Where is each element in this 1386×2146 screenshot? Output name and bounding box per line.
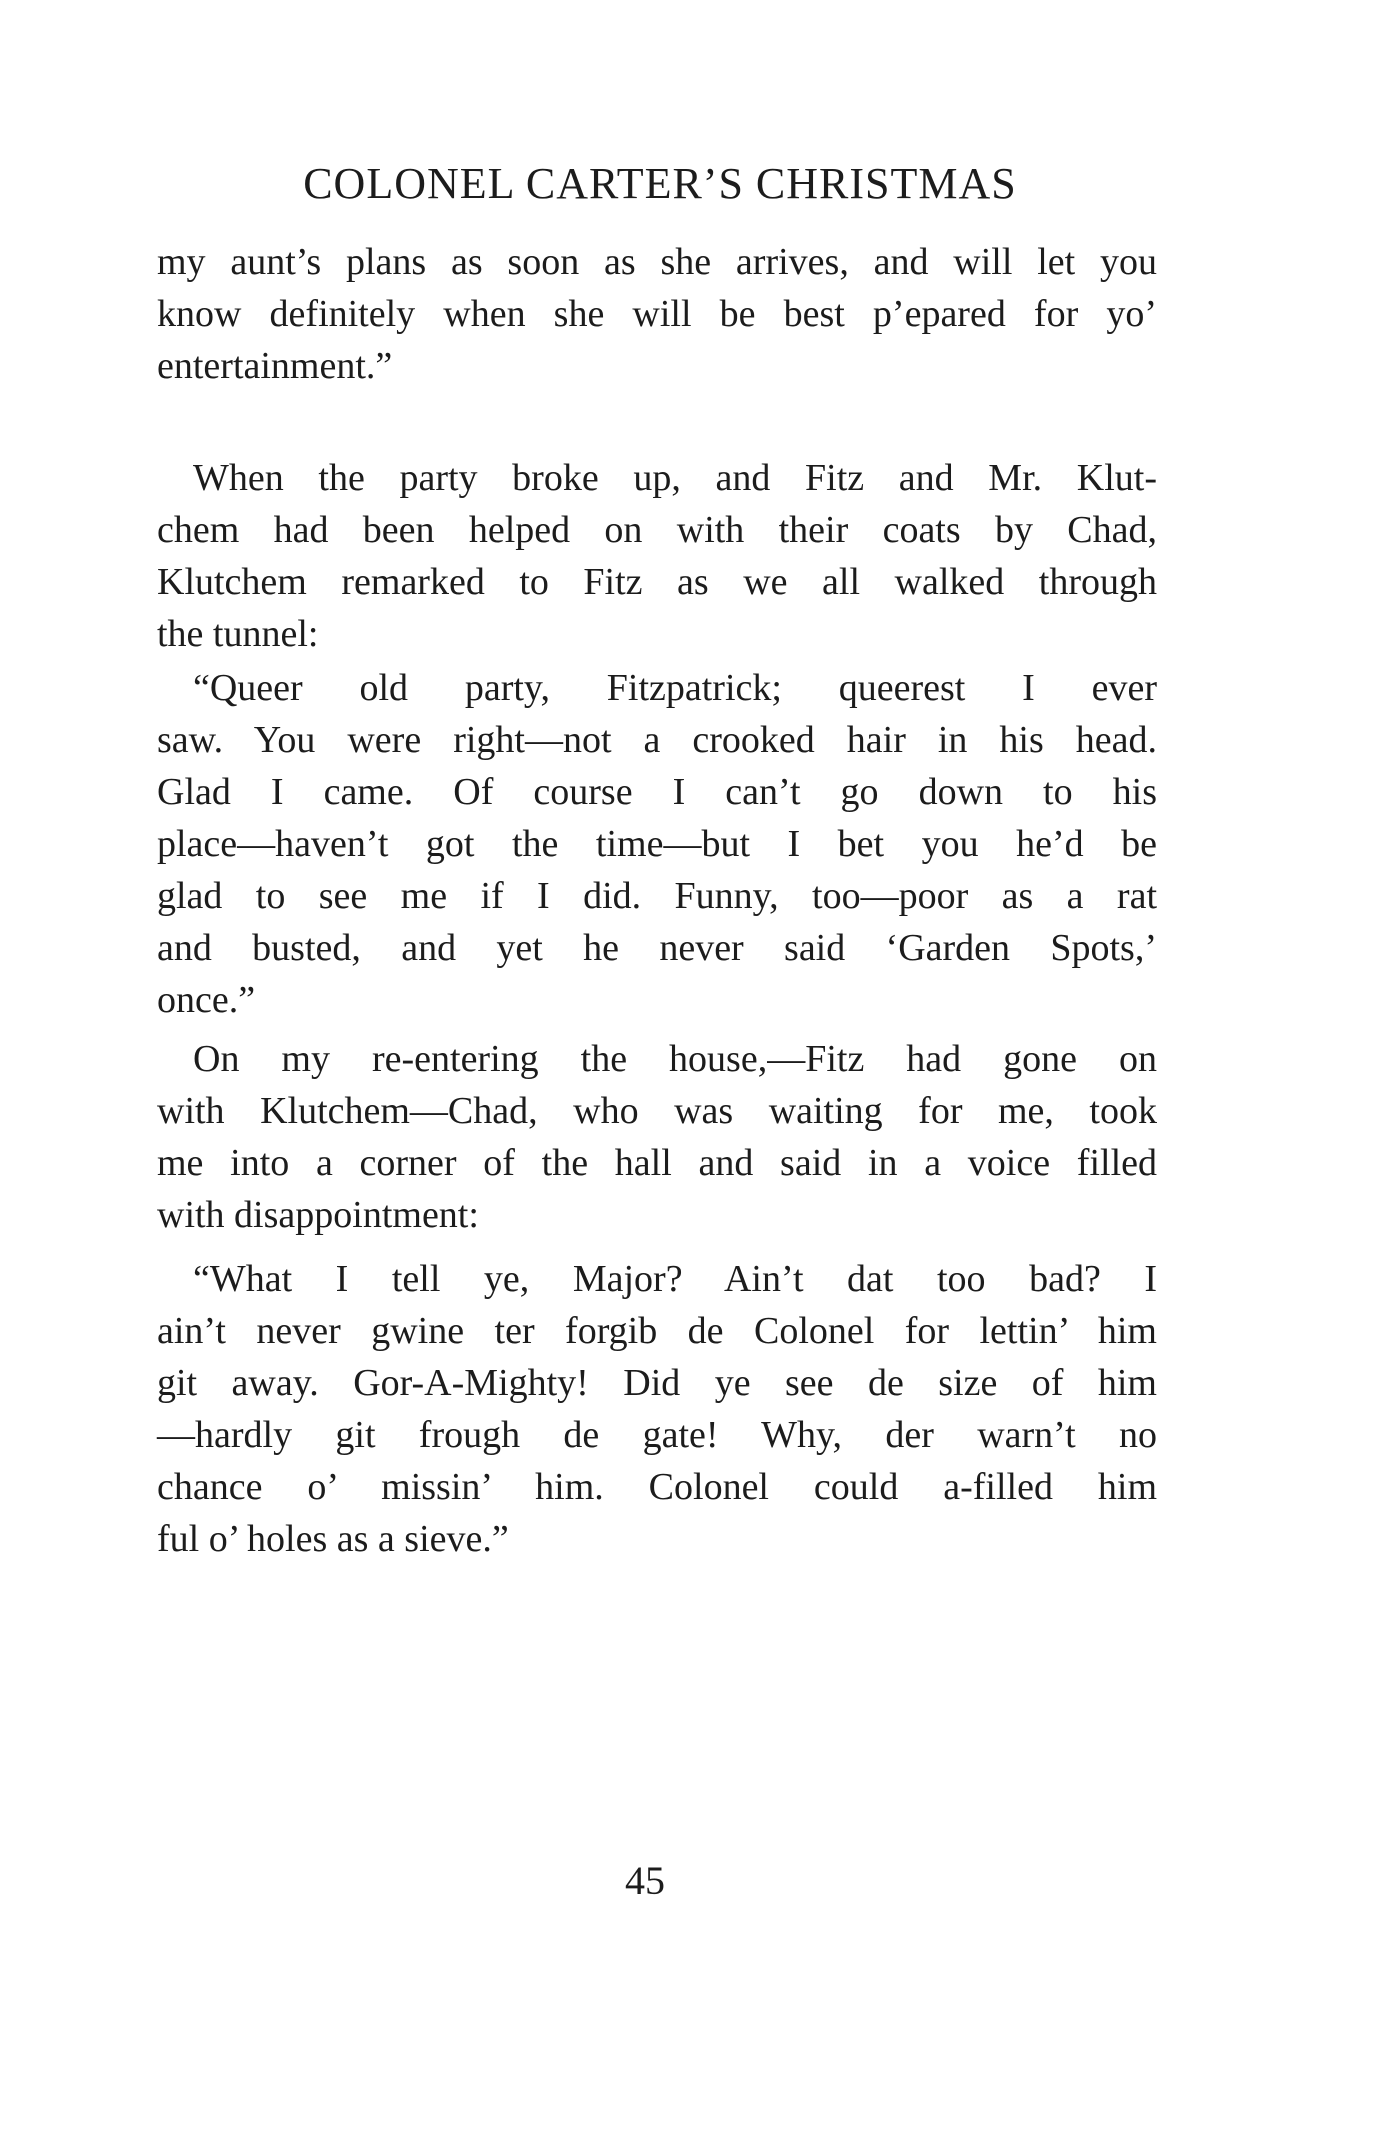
text-line: When the party broke up, and Fitz and Mr. Klut- bbox=[193, 457, 1157, 499]
paragraph-continuation bbox=[157, 236, 1157, 392]
paragraph-klutchem-quote bbox=[157, 662, 1157, 1026]
text-line: chem had been helped on with their coats by Chad, bbox=[157, 509, 1157, 551]
text-line: On my re-entering the house,—Fitz had gone on bbox=[193, 1038, 1157, 1080]
text-line: and busted, and yet he never said ‘Garden Spots,’ bbox=[157, 927, 1157, 969]
text-line: ful o’ holes as a sieve.” bbox=[157, 1518, 509, 1560]
text-line: once.” bbox=[157, 979, 256, 1021]
text-line: the tunnel: bbox=[157, 613, 319, 655]
page-number: 45 bbox=[625, 1858, 665, 1903]
text-line: saw. You were right—not a crooked hair in his head. bbox=[157, 719, 1157, 761]
text-line: my aunt’s plans as soon as she arrives, and will let you bbox=[157, 241, 1157, 283]
text-line: git away. Gor-A-Mighty! Did ye see de size of him bbox=[157, 1362, 1157, 1404]
text-line: with Klutchem—Chad, who was waiting for me, took bbox=[157, 1090, 1157, 1132]
text-line: Klutchem remarked to Fitz as we all walked through bbox=[157, 561, 1157, 603]
paragraph-chad-quote bbox=[157, 1253, 1157, 1565]
paragraph-party-broke-up bbox=[157, 452, 1157, 660]
text-line: glad to see me if I did. Funny, too—poor as a rat bbox=[157, 875, 1157, 917]
text-line: chance o’ missin’ him. Colonel could a-filled him bbox=[157, 1466, 1157, 1508]
running-head: COLONEL CARTER’S CHRISTMAS bbox=[303, 159, 1017, 208]
text-line: “Queer old party, Fitzpatrick; queerest I ever bbox=[193, 667, 1157, 709]
text-line: with disappointment: bbox=[157, 1194, 479, 1236]
text-line: —hardly git frough de gate! Why, der warn’t no bbox=[157, 1414, 1157, 1456]
text-line: know definitely when she will be best p’epared for yo’ bbox=[157, 293, 1157, 335]
paragraph-re-entering bbox=[157, 1033, 1157, 1241]
text-line: “What I tell ye, Major? Ain’t dat too bad? I bbox=[193, 1258, 1157, 1300]
text-line: me into a corner of the hall and said in a voice filled bbox=[157, 1142, 1157, 1184]
text-line: place—haven’t got the time—but I bet you he’d be bbox=[157, 823, 1157, 865]
text-line: ain’t never gwine ter forgib de Colonel for lettin’ him bbox=[157, 1310, 1157, 1352]
text-line: entertainment.” bbox=[157, 345, 393, 387]
text-line: Glad I came. Of course I can’t go down to his bbox=[157, 771, 1157, 813]
